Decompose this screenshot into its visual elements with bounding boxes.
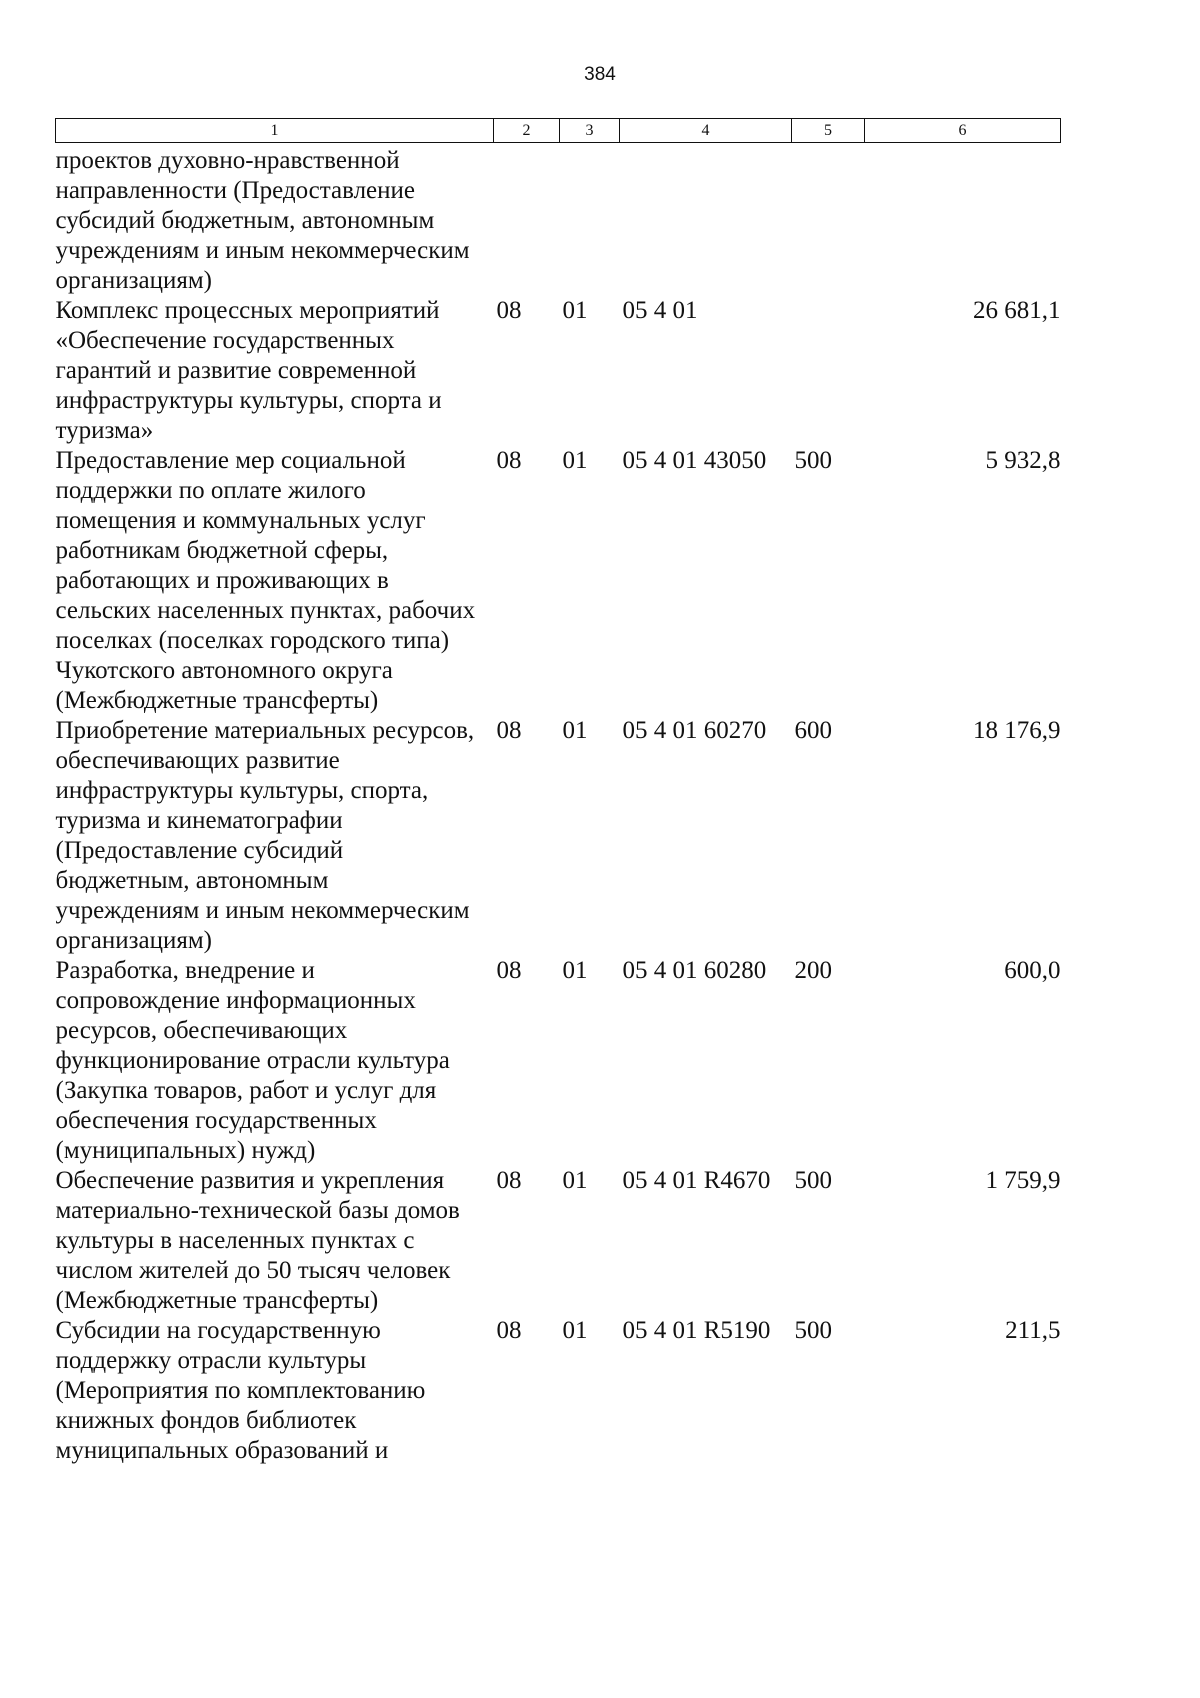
item-name-line: Приобретение материальных ресурсов,: [55, 717, 475, 744]
item-name-line: проектов духовно-нравственной: [55, 147, 400, 174]
item-name-line: функционирование отрасли культура: [55, 1047, 450, 1074]
item-name-line: поселках (поселках городского типа): [55, 627, 450, 654]
item-name-line: туризма»: [55, 417, 154, 444]
item-name-line: (Мероприятия по комплектованию: [55, 1377, 426, 1404]
table-row: [56, 1166, 1061, 1316]
row-item-name: [56, 1316, 494, 1466]
row-subsection-code: 01: [562, 447, 588, 474]
row-amount: 18 176,9: [973, 717, 1061, 744]
header-col-6: 6: [865, 119, 1061, 143]
item-name-line: Разработка, внедрение и: [55, 957, 315, 984]
header-row: [56, 119, 1061, 143]
item-name-line: ресурсов, обеспечивающих: [55, 1017, 348, 1044]
item-name-line: поддержку отрасли культуры: [55, 1347, 367, 1374]
item-name-lines: [56, 956, 492, 1166]
item-name-line: туризма и кинематографии: [55, 807, 343, 834]
item-name-line: инфраструктуры культуры, спорта,: [55, 777, 429, 804]
item-name-line: книжных фондов библиотек: [55, 1407, 357, 1434]
row-item-name: [56, 143, 494, 297]
item-name-line: учреждениям и иным некоммерческим: [55, 897, 470, 924]
item-name-line: Комплекс процессных мероприятий: [55, 297, 440, 324]
row-target-article-code: 05 4 01 60280: [622, 957, 767, 984]
row-expense-type-code: 200: [794, 957, 832, 984]
item-name-line: Субсидии на государственную: [55, 1317, 381, 1344]
row-amount: 211,5: [1005, 1317, 1061, 1344]
page-number: 384: [584, 64, 616, 85]
item-name-line: Обеспечение развития и укрепления: [55, 1167, 445, 1194]
row-target-article-code: 05 4 01: [622, 297, 698, 324]
item-name-line: Предоставление мер социальной: [55, 447, 406, 474]
row-target-article-code: 05 4 01 43050: [622, 447, 767, 474]
item-name-line: обеспечивающих развитие: [55, 747, 340, 774]
header-col-2: 2: [494, 119, 560, 143]
table-row: [56, 956, 1061, 1166]
item-name-line: учреждениям и иным некоммерческим: [55, 237, 470, 264]
item-name-line: направленности (Предоставление: [55, 177, 416, 204]
item-name-line: помещения и коммунальных услуг: [55, 507, 426, 534]
row-expense-type-code: 500: [794, 447, 832, 474]
row-subsection-code: 01: [562, 297, 588, 324]
row-item-name: [56, 1166, 494, 1316]
row-item-name: [56, 296, 494, 446]
budget-table-container: [55, 118, 1060, 1466]
row-expense-type-code: [792, 143, 865, 297]
header-col-1: 1: [56, 119, 494, 143]
header-col-5: 5: [792, 119, 865, 143]
row-section-code: 08: [496, 957, 522, 984]
item-name-line: материально-технической базы домов: [55, 1197, 460, 1224]
item-name-line: муниципальных образований и: [55, 1437, 389, 1464]
row-subsection-code: 01: [562, 1167, 588, 1194]
row-amount: [865, 143, 1061, 297]
table-row: [56, 1316, 1061, 1466]
row-amount: 600,0: [1004, 957, 1061, 984]
item-name-lines: [56, 1316, 492, 1466]
header-col-4: 4: [620, 119, 792, 143]
row-expense-type-code: [792, 296, 865, 446]
budget-table: [55, 118, 1061, 1466]
row-target-article-code: 05 4 01 R4670: [622, 1167, 771, 1194]
item-name-line: организациям): [55, 927, 212, 954]
row-section-code: [494, 143, 560, 297]
item-name-lines: [56, 146, 492, 296]
item-name-lines: [56, 1166, 492, 1316]
row-section-code: 08: [496, 1167, 522, 1194]
item-name-line: «Обеспечение государственных: [55, 327, 395, 354]
item-name-line: сельских населенных пунктах, рабочих: [55, 597, 476, 624]
item-name-line: работающих и проживающих в: [55, 567, 389, 594]
item-name-lines: [56, 446, 492, 716]
item-name-line: (муниципальных) нужд): [55, 1137, 316, 1164]
row-amount: 26 681,1: [973, 297, 1061, 324]
row-subsection-code: 01: [562, 717, 588, 744]
row-amount: 1 759,9: [985, 1167, 1061, 1194]
row-subsection-code: 01: [562, 1317, 588, 1344]
item-name-lines: [56, 716, 492, 956]
row-expense-type-code: 500: [794, 1317, 832, 1344]
row-target-article-code: 05 4 01 60270: [622, 717, 767, 744]
row-subsection-code: [560, 143, 620, 297]
item-name-line: гарантий и развитие современной: [55, 357, 417, 384]
row-expense-type-code: 600: [794, 717, 832, 744]
table-row: [56, 716, 1061, 956]
row-section-code: 08: [496, 717, 522, 744]
item-name-line: числом жителей до 50 тысяч человек: [55, 1257, 451, 1284]
header-col-3: 3: [560, 119, 620, 143]
row-section-code: 08: [496, 447, 522, 474]
row-item-name: [56, 716, 494, 956]
row-target-article-code: [620, 143, 792, 297]
row-expense-type-code: 500: [794, 1167, 832, 1194]
table-row: [56, 143, 1061, 297]
row-item-name: [56, 956, 494, 1166]
item-name-line: инфраструктуры культуры, спорта и: [55, 387, 442, 414]
item-name-line: сопровождение информационных: [55, 987, 416, 1014]
item-name-line: поддержки по оплате жилого: [55, 477, 366, 504]
item-name-line: (Предоставление субсидий: [55, 837, 344, 864]
row-amount: 5 932,8: [985, 447, 1061, 474]
item-name-line: организациям): [55, 267, 212, 294]
item-name-lines: [56, 296, 492, 446]
row-subsection-code: 01: [562, 957, 588, 984]
item-name-line: субсидий бюджетным, автономным: [55, 207, 435, 234]
row-section-code: 08: [496, 297, 522, 324]
table-row: [56, 296, 1061, 446]
item-name-line: бюджетным, автономным: [55, 867, 329, 894]
table-header: [56, 119, 1061, 143]
table-row: [56, 446, 1061, 716]
item-name-line: (Межбюджетные трансферты): [55, 1287, 379, 1314]
table-body: [56, 143, 1061, 1467]
row-section-code: 08: [496, 1317, 522, 1344]
item-name-line: (Закупка товаров, работ и услуг для: [55, 1077, 437, 1104]
item-name-line: культуры в населенных пунктах с: [55, 1227, 415, 1254]
row-item-name: [56, 446, 494, 716]
row-target-article-code: 05 4 01 R5190: [622, 1317, 771, 1344]
item-name-line: (Межбюджетные трансферты): [55, 687, 379, 714]
item-name-line: обеспечения государственных: [55, 1107, 377, 1134]
item-name-line: Чукотского автономного округа: [55, 657, 393, 684]
item-name-line: работникам бюджетной сферы,: [55, 537, 389, 564]
